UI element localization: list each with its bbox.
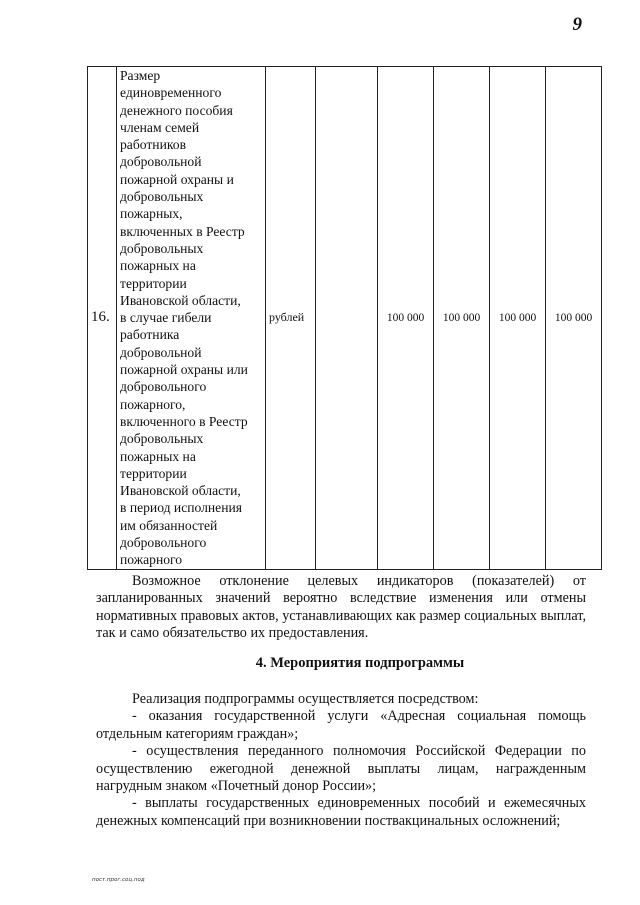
unit-cell: рублей — [266, 67, 316, 570]
indicator-name-line: добровольного — [120, 379, 207, 395]
table-row — [88, 67, 602, 570]
indicator-table — [87, 66, 602, 570]
row-number: 16. — [88, 67, 117, 570]
indicator-name-line: пожарного — [120, 552, 183, 568]
value-cell-5: 100 000 — [546, 67, 602, 570]
indicator-name-line: Ивановской области, — [120, 292, 241, 308]
value-cell-3: 100 000 — [434, 67, 490, 570]
indicator-name-line: членам семей — [120, 119, 200, 135]
indicator-name-line: в случае гибели — [120, 310, 212, 326]
indicator-name-line: Ивановской области, — [120, 483, 241, 499]
indicator-name-line: добровольных — [120, 240, 204, 256]
indicator-name-line: пожарных, — [120, 206, 183, 222]
indicator-name-line: пожарной охраны и — [120, 171, 234, 187]
indicator-name-line: пожарного, — [120, 396, 186, 412]
measure-item-1: - оказания государственной услуги «Адресная социальная помощь отдельным категориям граждан»; — [96, 708, 586, 742]
indicator-name-line: добровольного — [120, 535, 207, 551]
value-cell-2: 100 000 — [378, 67, 434, 570]
measure-item-2: - осуществления переданного полномочия Российской Федерации по осуществлению ежегодной денежной выплаты лицам, награжденным нагрудным знаком «Почетный донор России»; — [96, 743, 586, 795]
indicator-name-line: включенного в Реестр — [120, 413, 248, 429]
footer-mark: пост.прог.соц.под — [92, 877, 145, 883]
section-heading: 4. Мероприятия подпрограммы — [255, 655, 465, 671]
indicator-name — [117, 67, 266, 570]
indicator-name-line: территории — [120, 465, 187, 481]
indicator-name-line: добровольной — [120, 154, 202, 170]
indicator-name-line: включенных в Реестр — [120, 223, 245, 239]
indicator-name-line: Размер — [120, 68, 161, 83]
implementation-intro: Реализация подпрограммы осуществляется посредством: — [132, 691, 479, 707]
measure-item-3: - выплаты государственных единовременных пособий и ежемесячных денежных компенсаций при возникновении поствакцинальных осложнений; — [96, 795, 586, 829]
deviation-text: Возможное отклонение целевых индикаторов (показателей) от запланированных значений вероятно вследствие изменения или отмены нормативных правовых актов, устанавливающих как размер социальных выплат, так и само обязательство их предоставления. — [96, 573, 586, 642]
indicator-name-line: им обязанностей — [120, 517, 218, 533]
indicator-name-line: добровольных — [120, 431, 204, 447]
indicator-name-line: добровольной — [120, 344, 202, 360]
indicator-name-line: добровольных — [120, 189, 204, 205]
indicator-name-line: территории — [120, 275, 187, 291]
indicator-name-line: работника — [120, 327, 180, 343]
indicator-name-line: в период исполнения — [120, 500, 243, 516]
indicator-name-line: пожарной охраны или — [120, 362, 248, 378]
value-cell-1 — [316, 67, 378, 570]
deviation-paragraph — [96, 573, 586, 643]
indicator-name-line: денежного пособия — [120, 102, 233, 118]
value-cell-4: 100 000 — [490, 67, 546, 570]
measures-block — [96, 691, 586, 830]
page-number: 9 — [572, 14, 582, 35]
indicator-name-line: пожарных на — [120, 258, 196, 274]
indicator-name-line: пожарных на — [120, 448, 196, 464]
indicator-name-line: работников — [120, 137, 186, 153]
indicator-name-line: единовременного — [120, 85, 222, 101]
